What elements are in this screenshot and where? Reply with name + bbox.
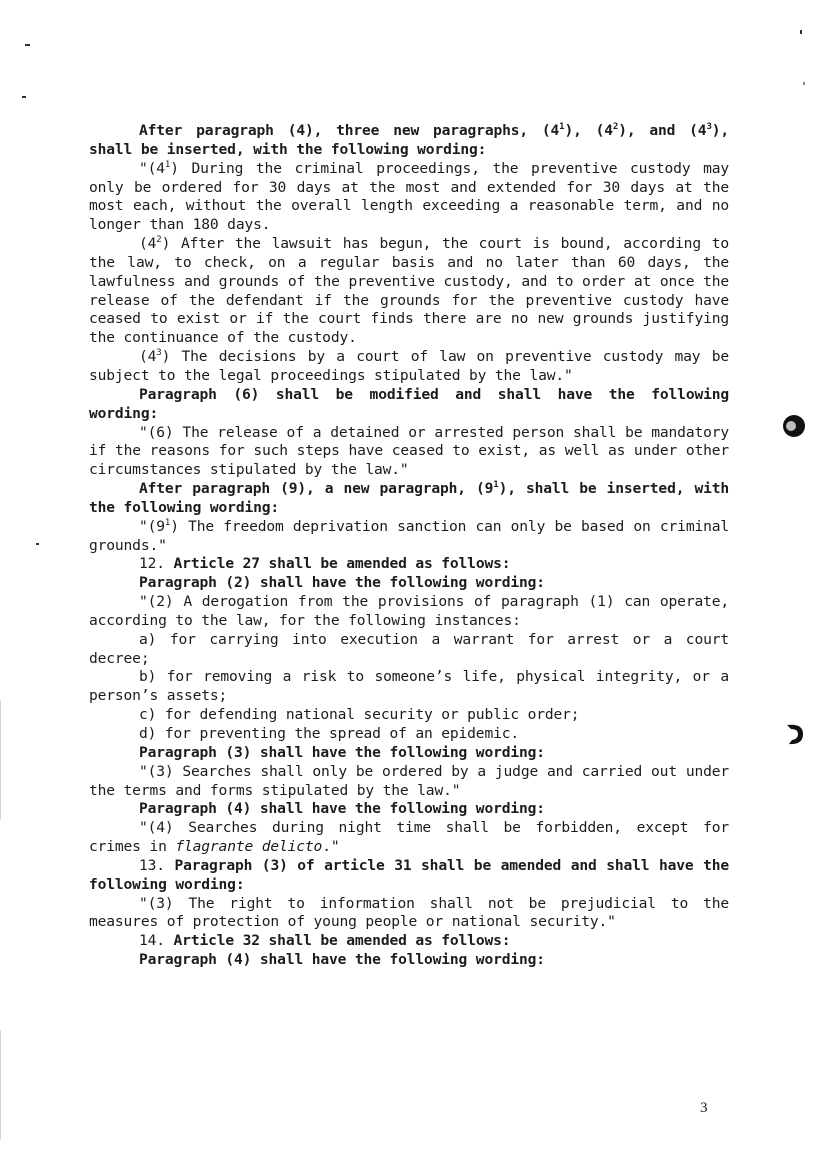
bold-run: Article 27 shall be amended as follows: [173, 555, 511, 573]
text-run: (4 [139, 235, 157, 253]
text-run: 14. [139, 932, 174, 950]
text-run: ), (4 [564, 122, 613, 139]
paragraph [89, 763, 729, 801]
superscript: 3 [156, 348, 162, 359]
text-run: "(2) A derogation from the provisions of paragraph (1) can operate, according to the law, for the following instances: [89, 593, 729, 629]
text-run: (4 [139, 348, 157, 366]
scan-mark [800, 30, 802, 34]
text-run: ) During the criminal proceedings, the preventive custody may only be ordered for 30 days at the most and extended for 30 days at the most each, without the overall length exceeding a reasonable term, and no longer than 180 days. [89, 159, 729, 234]
scan-mark [803, 82, 805, 85]
section-heading [89, 480, 729, 518]
text-run: "(3) The right to information shall not be prejudicial to the measures of protection of young people or national security." [89, 894, 729, 931]
text-run: Paragraph (4) shall have the following wording: [139, 951, 545, 969]
text-run: ) The freedom deprivation sanction can only be based on criminal grounds." [89, 517, 729, 554]
paragraph [89, 160, 729, 235]
paragraph [89, 725, 729, 744]
text-run: 13. [139, 856, 175, 874]
text-run: ) After the lawsuit has begun, the court is bound, according to the law, to check, on a regular basis and no later than 60 days, the lawfulness and grounds of the preventive custody, and to order at once the release of the defendant if the grounds for the preventive custody have ceased to exist or if the court finds there are no new grounds justifying the continuance of the custody. [89, 235, 729, 347]
paragraph [89, 235, 729, 348]
paragraph [89, 424, 729, 481]
superscript: 3 [706, 122, 712, 133]
paragraph [89, 895, 729, 933]
text-run: a) for carrying into execution a warrant for arrest or a court decree; [89, 630, 729, 667]
italic-run: flagrante delicto [175, 838, 323, 856]
bold-run: Paragraph (3) of article 31 shall be amended and shall have the following wording: [89, 856, 729, 893]
text-run: ), shall be inserted, with the following wording: [89, 480, 729, 516]
text-run: Paragraph (6) shall be modified and shall have the following wording: [89, 385, 729, 422]
superscript: 1 [164, 517, 171, 528]
text-run: "(9 [139, 517, 165, 535]
scan-mark [25, 44, 30, 46]
superscript: 2 [612, 122, 619, 133]
text-run: b) for removing a risk to someone’s life, physical integrity, or a person’s assets; [89, 668, 729, 705]
text-run: ), and (4 [618, 122, 707, 139]
section-heading [89, 800, 729, 819]
text-run: Paragraph (2) shall have the following wording: [139, 574, 545, 592]
text-run: Paragraph (4) shall have the following wording: [139, 800, 545, 818]
superscript: 1 [493, 480, 499, 491]
text-run: "(4) Searches during night time shall be forbidden, except for crimes in [89, 819, 729, 856]
superscript: 2 [156, 235, 162, 246]
paragraph [89, 668, 729, 706]
section-heading [89, 574, 729, 593]
section-heading [89, 951, 729, 970]
paragraph [89, 706, 729, 725]
text-run: ." [322, 838, 340, 856]
section-heading [89, 744, 729, 763]
paragraph [89, 555, 729, 574]
text-run: ) The decisions by a court of law on preventive custody may be subject to the legal proceedings stipulated by the law." [89, 348, 729, 384]
page-edge-shadow [0, 1030, 1, 1140]
section-heading [89, 386, 729, 424]
superscript: 1 [164, 159, 171, 170]
document-body [89, 122, 729, 970]
text-run: Paragraph (3) shall have the following wording: [139, 743, 545, 761]
text-run: "(4 [139, 159, 165, 177]
paragraph [89, 518, 729, 556]
superscript: 1 [559, 122, 565, 133]
paragraph [89, 631, 729, 669]
scan-mark [36, 543, 39, 545]
text-run: After paragraph (9), a new paragraph, (9 [139, 480, 494, 498]
bold-run: Article 32 shall be amended as follows: [173, 932, 511, 950]
paragraph [89, 857, 729, 895]
paragraph [89, 932, 729, 951]
page-edge-shadow [0, 700, 1, 820]
paragraph [89, 819, 729, 857]
punch-hole-icon [783, 721, 807, 747]
text-run: 12. [139, 555, 174, 573]
section-heading [89, 122, 729, 160]
scan-mark [22, 96, 26, 98]
text-run: d) for preventing the spread of an epidemic. [139, 725, 519, 742]
text-run: c) for defending national security or public order; [139, 706, 580, 724]
page-number: 3 [700, 1100, 708, 1116]
paragraph [89, 593, 729, 631]
paragraph [89, 348, 729, 386]
text-run: ), shall be inserted, with the following wording: [89, 122, 729, 158]
punch-hole-icon [781, 413, 807, 439]
text-run: "(6) The release of a detained or arrested person shall be mandatory if the reasons for such steps have ceased to exist, as well as under other circumstances stipulated by the law." [89, 423, 729, 479]
text-run: After paragraph (4), three new paragraphs, (4 [139, 122, 560, 139]
text-run: "(3) Searches shall only be ordered by a judge and carried out under the terms and forms stipulated by the law." [89, 762, 729, 799]
